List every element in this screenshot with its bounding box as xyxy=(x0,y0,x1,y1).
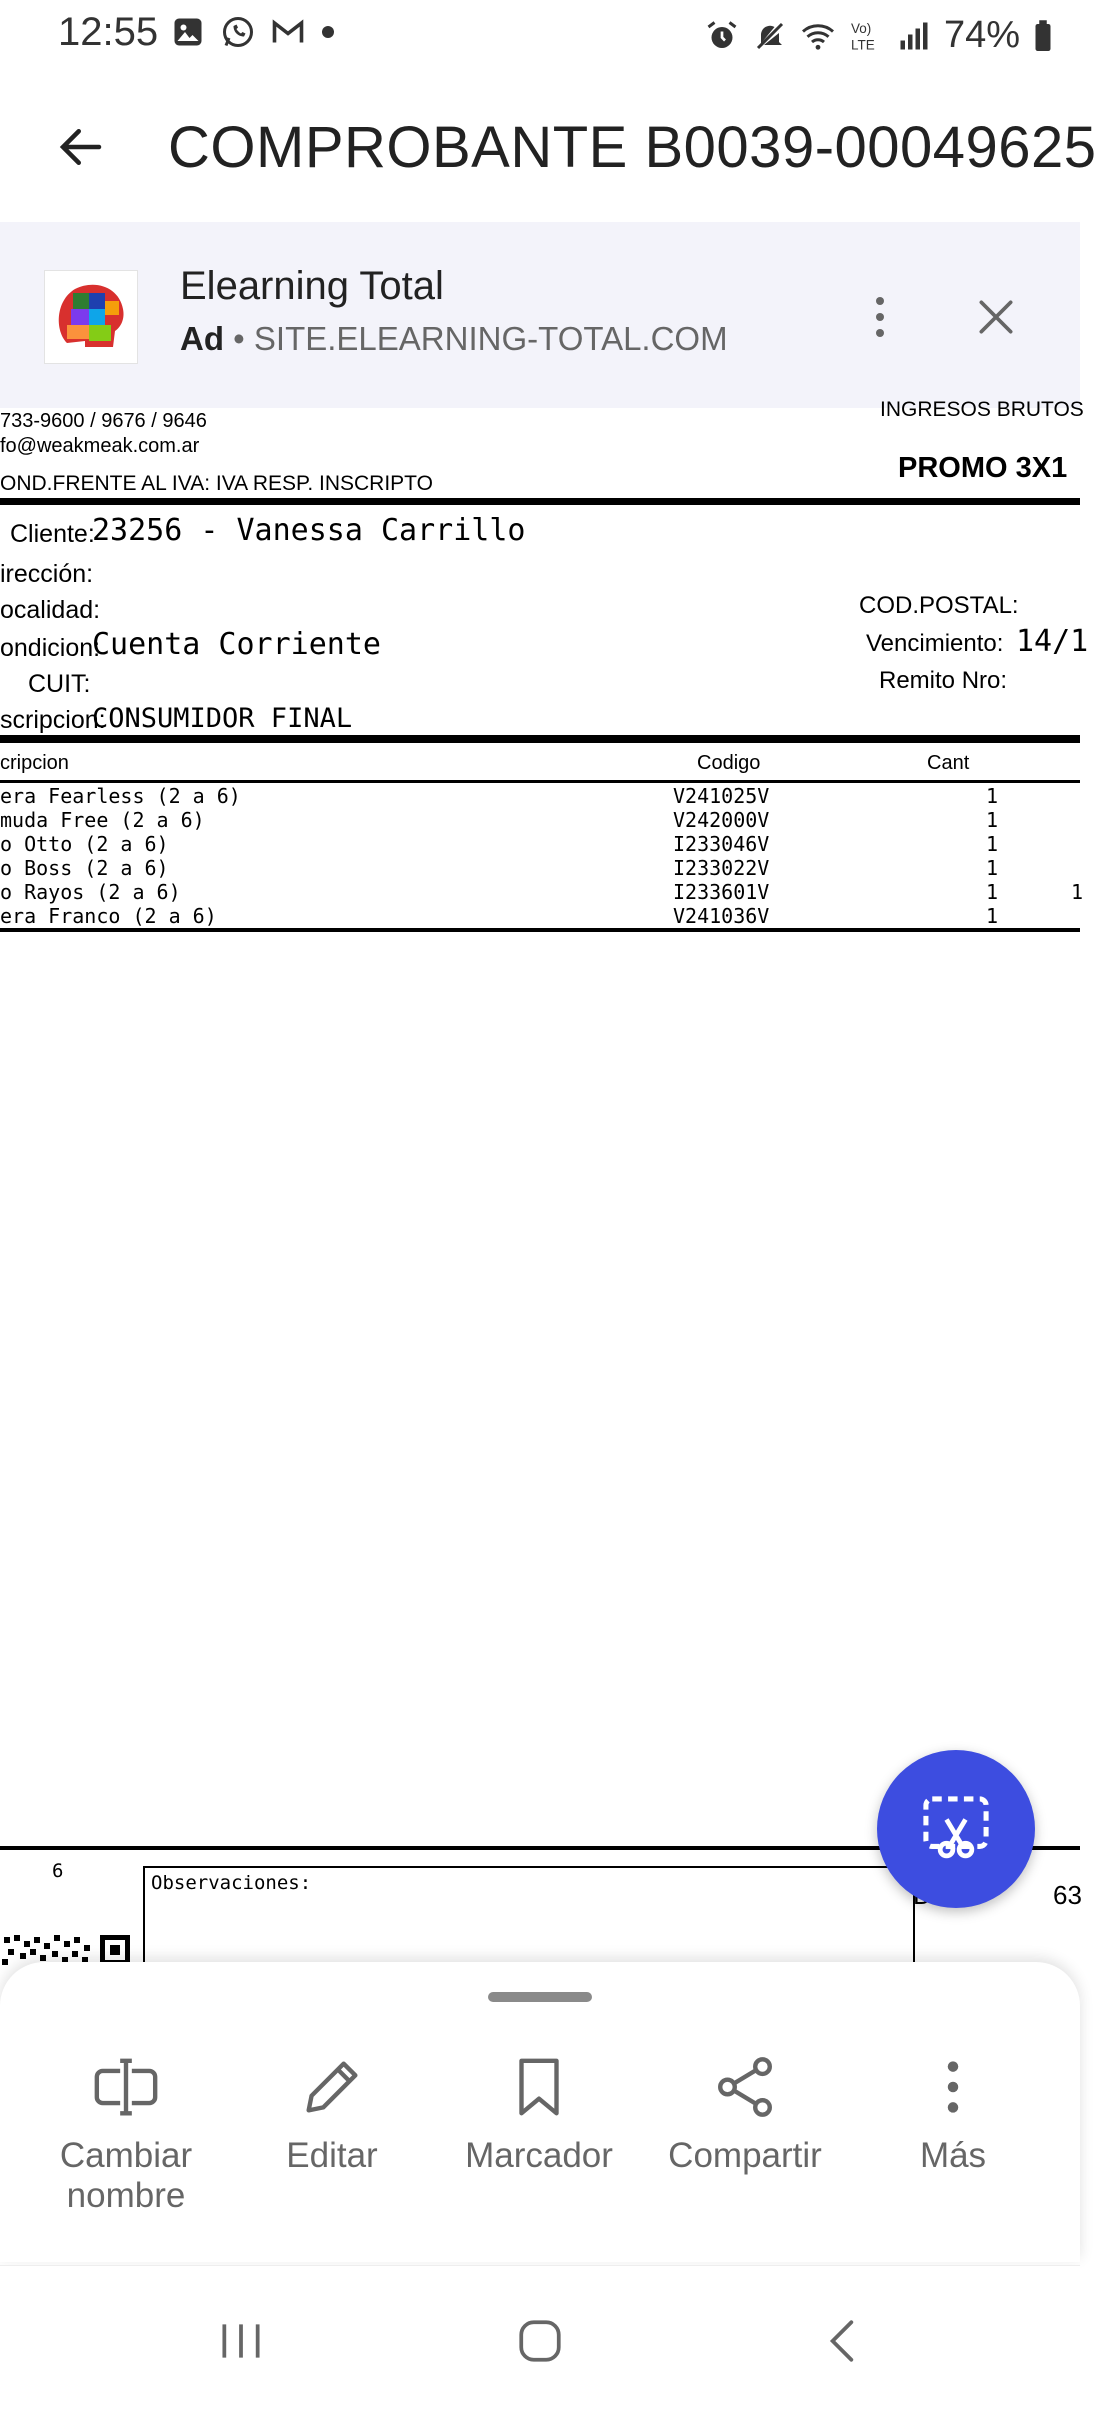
volte-icon xyxy=(848,18,884,54)
observaciones-label: Observaciones: xyxy=(151,1872,312,1894)
arrow-left-icon xyxy=(54,120,108,174)
table-header-rule xyxy=(0,780,1080,783)
gmail-icon xyxy=(270,14,306,50)
condicion-label: ondicion: xyxy=(0,634,101,662)
item-quantity: 1 xyxy=(986,808,999,832)
svg-text:Vo): Vo) xyxy=(850,20,872,36)
item-quantity: 1 xyxy=(986,904,999,928)
vencimiento-label: Vencimiento: xyxy=(866,630,1004,657)
item-description: o Boss (2 a 6) xyxy=(0,856,169,880)
more-vertical-icon xyxy=(874,295,886,339)
edit-label: Editar xyxy=(286,2136,378,2175)
head-puzzle-icon xyxy=(45,271,137,363)
column-header-codigo: Codigo xyxy=(697,752,761,774)
item-quantity: 1 xyxy=(986,832,999,856)
smart-select-fab[interactable] xyxy=(877,1750,1035,1908)
more-button[interactable] xyxy=(853,2052,1053,2176)
share-button[interactable] xyxy=(645,2052,845,2176)
ad-logo[interactable] xyxy=(44,270,138,364)
svg-text:LTE: LTE xyxy=(850,37,875,52)
alarm-icon xyxy=(704,18,740,54)
table-bottom-rule xyxy=(0,928,1080,932)
localidad-label: ocalidad: xyxy=(0,596,101,624)
item-description: era Franco (2 a 6) xyxy=(0,904,217,928)
condicion-value: Cuenta Corriente xyxy=(92,627,381,662)
wifi-icon xyxy=(800,18,836,54)
inscripcion-label: scripcion: xyxy=(0,706,106,734)
status-time: 12:55 xyxy=(58,10,159,54)
item-quantity: 1 xyxy=(986,880,999,904)
title-bar xyxy=(0,72,1097,222)
cliente-value: 23256 - Vanessa Carrillo xyxy=(92,513,526,548)
divider-line xyxy=(0,498,1080,505)
home-icon xyxy=(515,2316,565,2366)
ad-site: SITE.ELEARNING-TOTAL.COM xyxy=(253,320,728,357)
signal-icon xyxy=(896,18,932,54)
items-count: 6 xyxy=(52,1860,64,1882)
navigation-bar xyxy=(0,2265,1080,2409)
bookmark-label: Marcador xyxy=(465,2136,613,2175)
bottom-actions-sheet xyxy=(0,1962,1080,2262)
company-phone: 733-9600 / 9676 / 9646 xyxy=(0,410,207,432)
item-description: o Rayos (2 a 6) xyxy=(0,880,181,904)
item-code: I233601V xyxy=(673,880,770,904)
battery-icon xyxy=(1032,18,1054,54)
back-button[interactable] xyxy=(46,112,116,182)
status-bar xyxy=(0,0,1080,72)
cliente-label: Cliente: xyxy=(10,520,95,548)
ad-separator: • xyxy=(233,320,245,357)
item-code: I233046V xyxy=(673,832,770,856)
pencil-icon xyxy=(297,2052,367,2122)
item-code: V242000V xyxy=(673,808,770,832)
ad-close-button[interactable] xyxy=(968,284,1024,350)
whatsapp-icon xyxy=(220,14,256,50)
page-title: COMPROBANTE B0039-00049625 xyxy=(168,115,1097,180)
system-icons xyxy=(704,14,1054,57)
screenshot-cut-icon xyxy=(918,1791,994,1867)
battery-percent: 74% xyxy=(943,14,1020,56)
ad-title[interactable]: Elearning Total xyxy=(180,264,444,308)
item-code: V241025V xyxy=(673,784,770,808)
direccion-label: irección: xyxy=(0,560,94,588)
chevron-left-icon xyxy=(821,2316,865,2366)
sheet-handle[interactable] xyxy=(488,1992,592,2002)
more-vertical-icon xyxy=(918,2052,988,2122)
item-quantity: 1 xyxy=(986,784,999,808)
dot-icon xyxy=(320,14,336,50)
item-description: muda Free (2 a 6) xyxy=(0,808,205,832)
ad-label: Ad xyxy=(180,320,224,357)
remito-label: Remito Nro: xyxy=(879,667,1008,694)
rename-label: Cambiar nombre xyxy=(59,2136,193,2215)
inscripcion-value: CONSUMIDOR FINAL xyxy=(92,703,353,734)
column-header-descripcion: cripcion xyxy=(0,752,69,774)
divider-line xyxy=(0,735,1080,743)
rename-button[interactable] xyxy=(26,2052,226,2216)
ad-options-button[interactable] xyxy=(860,284,900,350)
more-label: Más xyxy=(919,2136,987,2175)
promo-label: PROMO 3X1 xyxy=(898,452,1068,484)
item-description: o Otto (2 a 6) xyxy=(0,832,169,856)
ad-banner[interactable] xyxy=(0,222,1080,408)
close-icon xyxy=(974,295,1018,339)
share-label: Compartir xyxy=(668,2136,822,2175)
document-view[interactable] xyxy=(0,398,1089,1968)
mute-icon xyxy=(752,18,788,54)
item-code: I233022V xyxy=(673,856,770,880)
item-extra: 1 xyxy=(1071,880,1084,904)
share-icon xyxy=(710,2052,780,2122)
bookmark-icon xyxy=(504,2052,574,2122)
company-email: fo@weakmeak.com.ar xyxy=(0,435,200,457)
ad-subtitle xyxy=(180,320,728,358)
iva-condition: OND.FRENTE AL IVA: IVA RESP. INSCRIPTO xyxy=(0,472,433,495)
vencimiento-value: 14/1 xyxy=(1016,624,1089,659)
recent-apps-button[interactable] xyxy=(196,2306,286,2376)
cuit-label: CUIT: xyxy=(28,670,91,698)
edit-button[interactable] xyxy=(232,2052,432,2176)
cod-postal-label: COD.POSTAL: xyxy=(859,592,1019,619)
item-quantity: 1 xyxy=(986,856,999,880)
item-code: V241036V xyxy=(673,904,770,928)
recent-apps-icon xyxy=(216,2318,266,2364)
rename-icon xyxy=(91,2052,161,2122)
item-description: era Fearless (2 a 6) xyxy=(0,784,241,808)
gallery-icon xyxy=(170,14,206,50)
ingresos-brutos: INGRESOS BRUTOS xyxy=(880,398,1084,421)
notification-icons xyxy=(170,14,336,50)
column-header-cant: Cant xyxy=(927,752,970,774)
dctos-amount: 63 xyxy=(1053,1880,1082,1910)
home-button[interactable] xyxy=(495,2306,585,2376)
nav-back-button[interactable] xyxy=(798,2306,888,2376)
bookmark-button[interactable] xyxy=(439,2052,639,2176)
